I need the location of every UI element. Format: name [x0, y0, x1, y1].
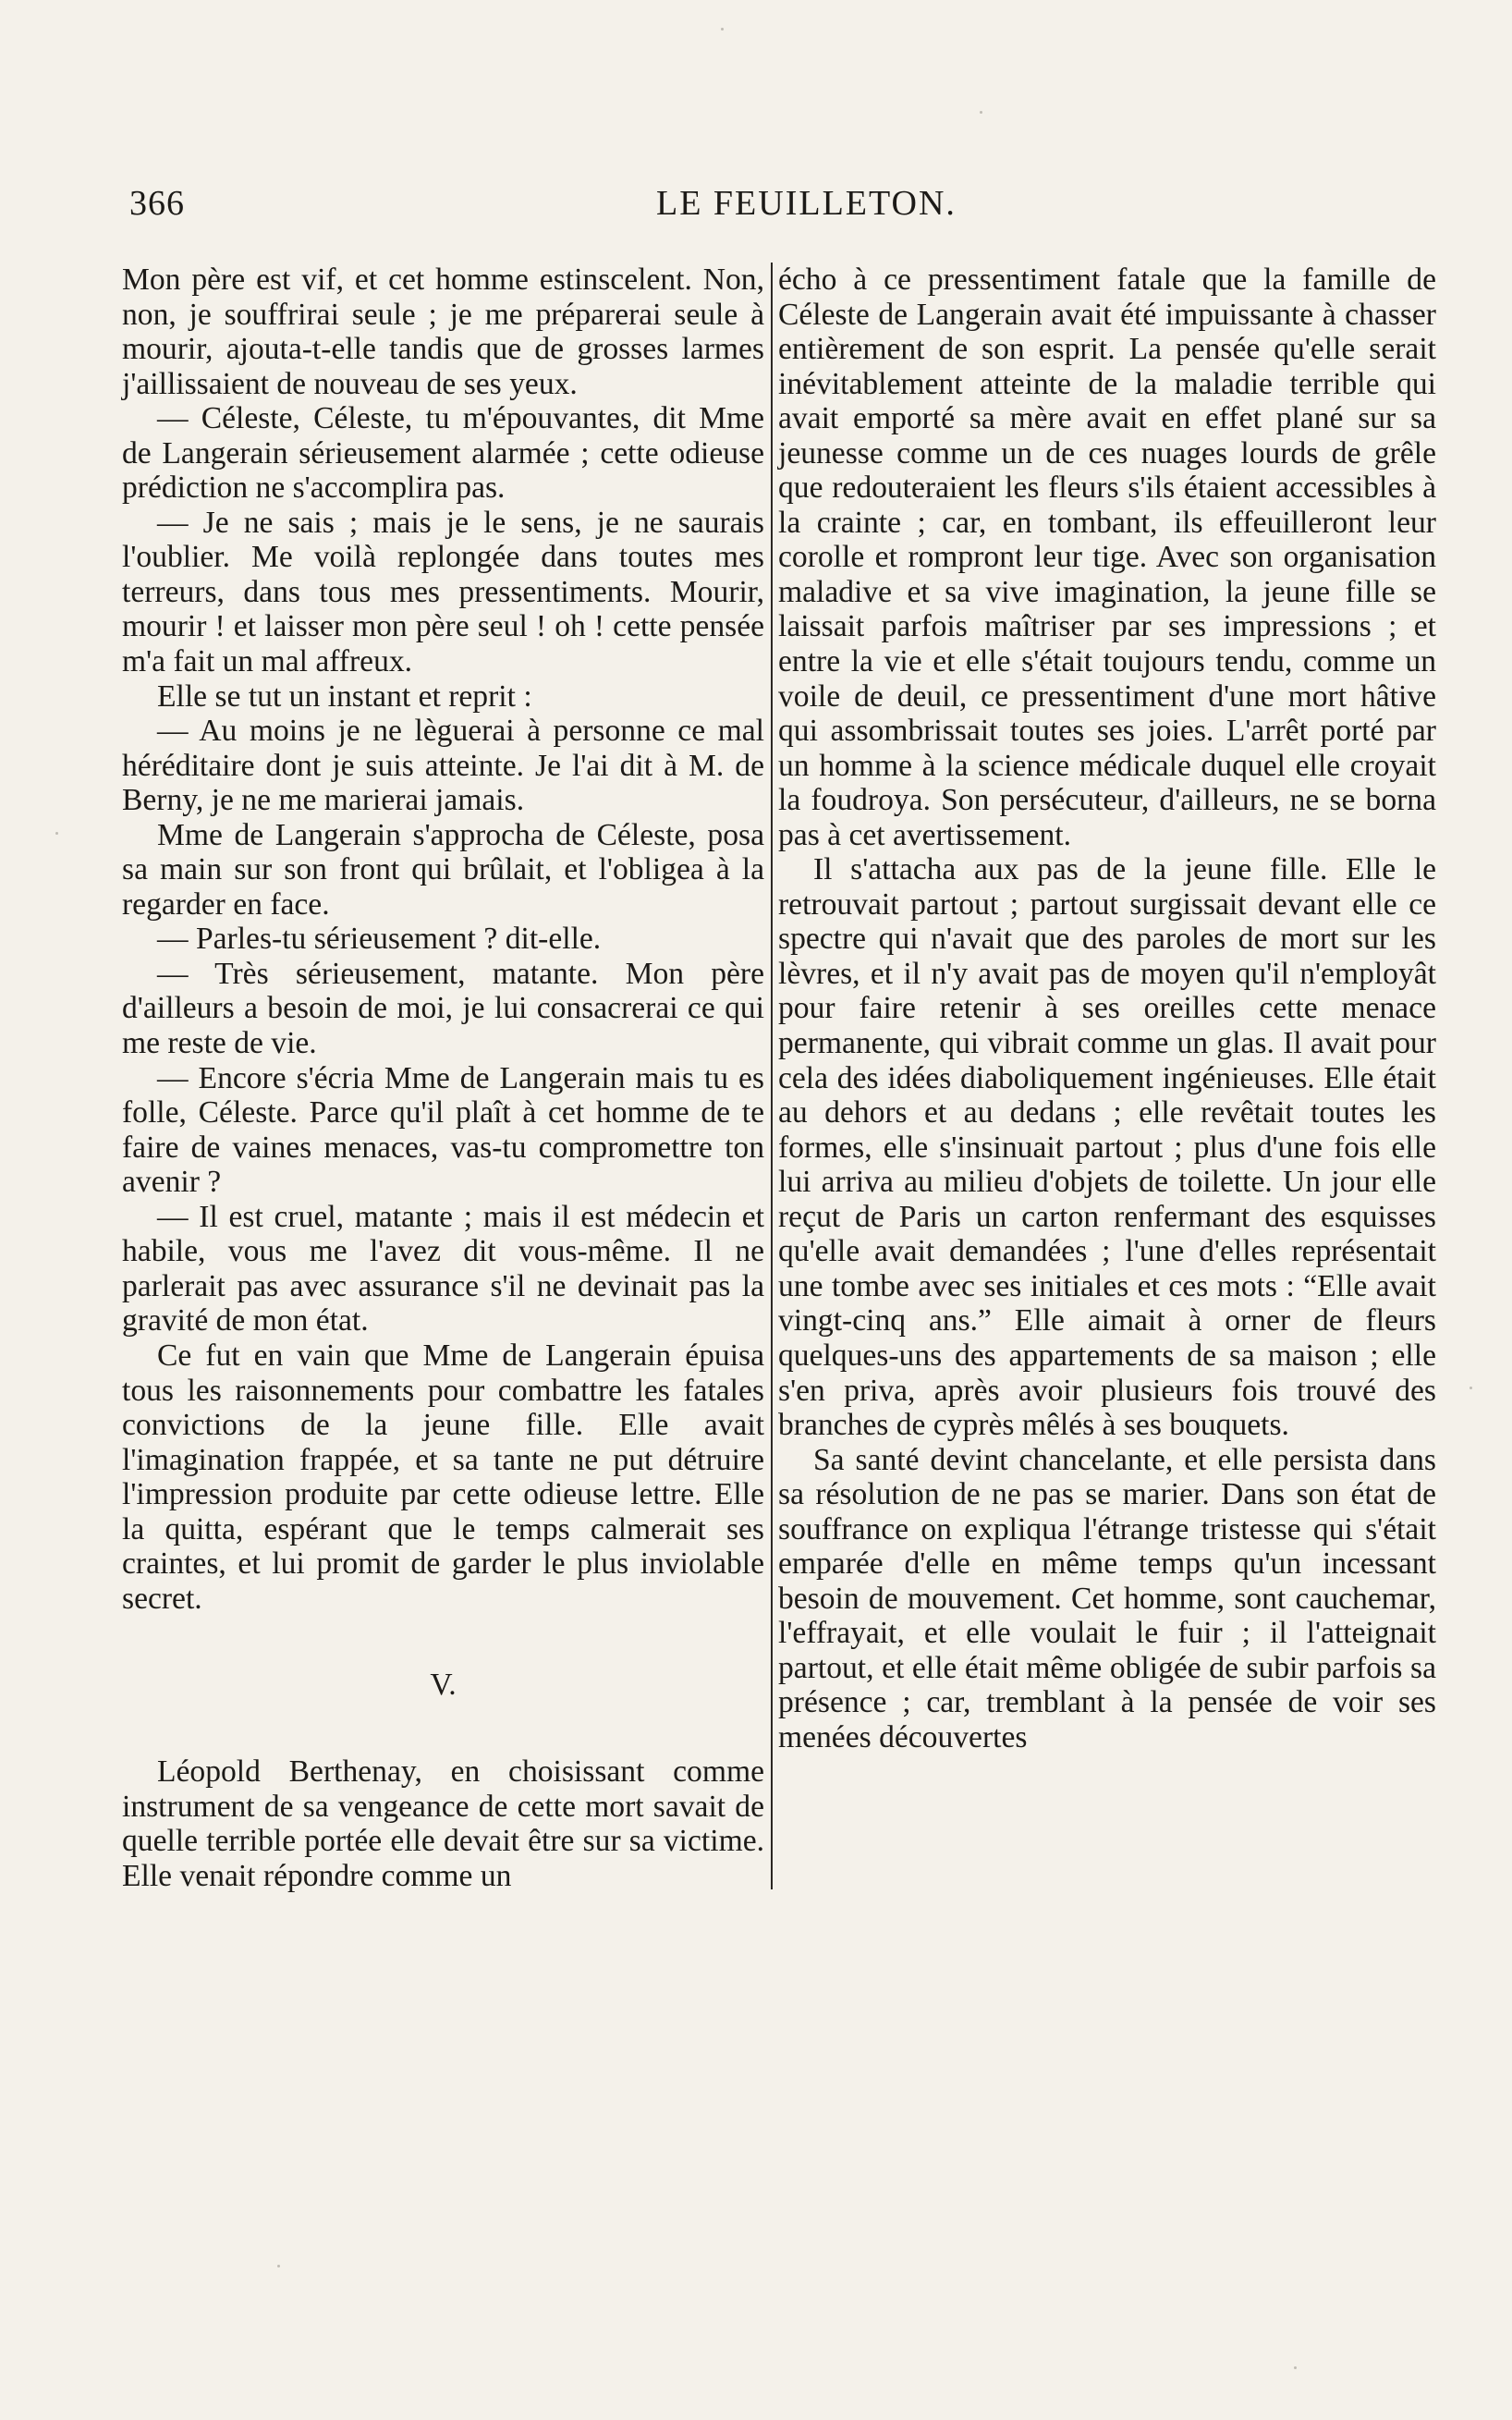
left-column	[122, 263, 764, 1894]
paragraph: Ce fut en vain que Mme de Langerain épuisa tous les raisonnements pour combattre les fatales convictions de la jeune fille. Elle avait l'imagination frappée, et sa tante ne put détruire l'impression produite par cette odieuse lettre. Elle la quitta, espérant que le temps calmerait ses craintes, et lui promit de garder le plus inviolable secret.	[122, 1338, 764, 1616]
page-number: 366	[129, 184, 185, 223]
paragraph: Elle se tut un instant et reprit :	[157, 678, 532, 714]
paragraph: — Il est cruel, matante ; mais il est médecin et habile, vous me l'avez dit vous-même. Il ne parlerait pas avec assurance s'il ne devinait pas la gravité de mon état.	[122, 1199, 764, 1338]
paragraph: Léopold Berthenay, en choisissant comme instrument de sa vengeance de cette mort savait de quelle terrible portée elle devait être sur sa victime. Elle venait répondre comme un	[122, 1754, 764, 1893]
paragraph: — Céleste, Céleste, tu m'épouvantes, dit Mme de Langerain sérieusement alarmée ; cette odieuse prédiction ne s'accomplira pas.	[122, 401, 764, 506]
paper-speck	[1469, 1387, 1472, 1389]
paragraph: Mme de Langerain s'approcha de Céleste, posa sa main sur son front qui brûlait, et l'obligea à la regarder en face.	[122, 817, 764, 922]
paragraph: — Je ne sais ; mais je le sens, je ne saurais l'oublier. Me voilà replongée dans toutes mes terreurs, dans tous mes pressentiments. Mourir, mourir ! et laisser mon père seul ! oh ! cette pensée m'a fait un mal affreux.	[122, 505, 764, 679]
paragraph: — Parles-tu sérieusement ? dit-elle.	[157, 922, 602, 957]
column-divider	[771, 263, 773, 1889]
paragraph: — Encore s'écria Mme de Langerain mais tu es folle, Céleste. Parce qu'il plaît à cet homme de te faire de vaines menaces, vas-tu compromettre ton avenir ?	[122, 1060, 764, 1200]
paragraph: écho à ce pressentiment fatale que la famille de Céleste de Langerain avait été impuissante à chasser entièrement de son esprit. La pensée qu'elle serait inévitablement atteinte de la maladie terrible qui avait emporté sa mère avait en effet plané sur sa jeunesse comme un de ces nuages lourds de grêle que redouteraient les fleurs s'ils étaient accessibles à la crainte ; car, en tombant, ils effeuilleront leur corolle et rompront leur tige. Avec son organisation maladive et sa vive imagination, la jeune fille se laissait parfois maîtriser par ses impressions ; et entre la vie et elle s'était toujours tendu, comme un voile de deuil, ce pressentiment d'une mort hâtive qui assombrissait toutes ses joies. L'arrêt porté par un homme à la science médicale duquel elle croyait la foudroya. Son persécuteur, d'ailleurs, ne se borna pas à cet avertissement.	[778, 263, 1436, 852]
paper-speck	[1294, 2366, 1297, 2369]
paragraph: — Très sérieusement, matante. Mon père d'ailleurs a besoin de moi, je lui consacrerai ce qui me reste de vie.	[122, 956, 764, 1061]
right-column	[778, 263, 1436, 1755]
paper-speck	[980, 111, 982, 114]
paragraph: Il s'attacha aux pas de la jeune fille. Elle le retrouvait partout ; partout surgissait devant elle ce spectre qui n'avait que des paroles de mort sur les lèvres, et il n'y avait pas de moyen qu'il n'employât pour faire retenir à ses oreilles cette menace permanente, qui vibrait comme un glas. Il avait pour cela des idées diaboliquement ingénieuses. Elle était au dehors et au dedans ; elle revêtait toutes les formes, elle s'insinuait partout ; plus d'une fois elle lui arriva au milieu d'objets de toilette. Un jour elle reçut de Paris un carton renfermant des esquisses qu'elle avait demandées ; l'une d'elles représentait une tombe avec ses initiales et ces mots : “Elle avait vingt-cinq ans.” Elle aimait à orner de fleurs quelques-uns des appartements de sa maison ; elle s'en priva, après avoir plusieurs fois trouvé des branches de cyprès mêlés à ses bouquets.	[778, 852, 1436, 1443]
paragraph: — Au moins je ne lèguerai à personne ce mal héréditaire dont je suis atteinte. Je l'ai dit à M. de Berny, je ne me marierai jamais.	[122, 714, 764, 818]
paragraph: Mon père est vif, et cet homme estinscelent. Non, non, je souffrirai seule ; je me préparerai seule à mourir, ajouta-t-elle tandis que de grosses larmes j'aillissaient de nouveau de ses yeux.	[122, 263, 764, 401]
paper-speck	[277, 2265, 280, 2267]
paragraph: Sa santé devint chancelante, et elle persista dans sa résolution de ne pas se marier. Dans son état de souffrance on expliqua l'étrange tristesse qui s'était emparée d'elle en même temps qu'un incessant besoin de mouvement. Cet homme, sont cauchemar, l'effrayait, et elle voulait le fuir ; il l'atteignait partout, et elle était même obligée de subir parfois sa présence ; car, tremblant à la pensée de voir ses menées découvertes	[778, 1442, 1436, 1754]
paper-speck	[55, 832, 58, 835]
section-heading: V.	[430, 1668, 457, 1703]
running-title: LE FEUILLETON.	[656, 184, 957, 223]
paper-speck	[721, 28, 724, 31]
page-header	[129, 183, 1442, 229]
